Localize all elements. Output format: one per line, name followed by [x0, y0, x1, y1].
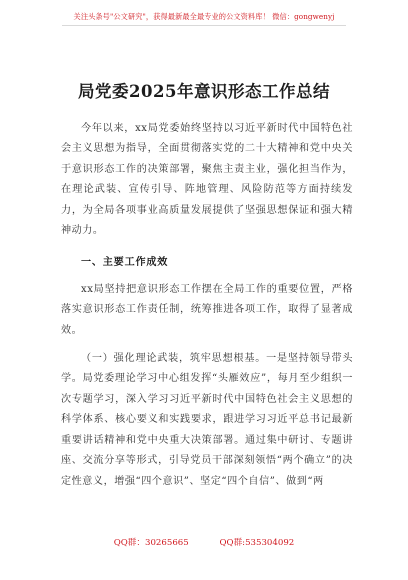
footer-qq-group-2: QQ群:535304092 — [219, 538, 295, 548]
intro-paragraph: 今年以来，xx局党委始终坚持以习近平新时代中国特色社会主义思想为指导，全面贯彻落实党的二十大精神和党中央关于意识形态工作的决策部署，聚焦主责主业，强化担当作为，在理论武装、宣传引导、阵地管理、风险防范等方面持续发力，为全局各项事业高质量发展提供了坚强思想保证和强大精神动力。 — [61, 123, 353, 237]
header-divider — [62, 25, 346, 26]
footer-contact — [0, 536, 408, 548]
section-heading: 一、主要工作成效 — [81, 257, 169, 269]
section-intro-paragraph: xx局坚持把意识形态工作摆在全局工作的重要位置，严格落实意识形态工作责任制，统筹推进各项工作，取得了显著成效。 — [61, 283, 353, 336]
document-title: 局党委2025年意识形态工作总结 — [78, 82, 330, 101]
document-body — [61, 119, 353, 492]
footer-qq-group-1: QQ群：30265665 — [113, 538, 189, 548]
subsection-paragraph: （一）强化理论武装，筑牢思想根基。一是坚持领导带头学。局党委理论学习中心组发挥“头雁效应”，每月至少组织一次专题学习，深入学习习近平新时代中国特色社会主义思想的科学体系、核心要义和实践要求，跟进学习习近平总书记最新重要讲话精神和党中央重大决策部署。通过集中研讨、专题讲座、交流分享等形式，引导党员干部深刻领悟“两个确立”的决定性意义，增强“四个意识”、坚定“四个自信”、做到“两 — [61, 353, 353, 487]
paragraph-spacer — [61, 341, 353, 349]
header-promo-note: 关注头条号"公文研究"，获得最新最全最专业的公文资料库！ 微信：gongwenyj — [73, 12, 335, 21]
